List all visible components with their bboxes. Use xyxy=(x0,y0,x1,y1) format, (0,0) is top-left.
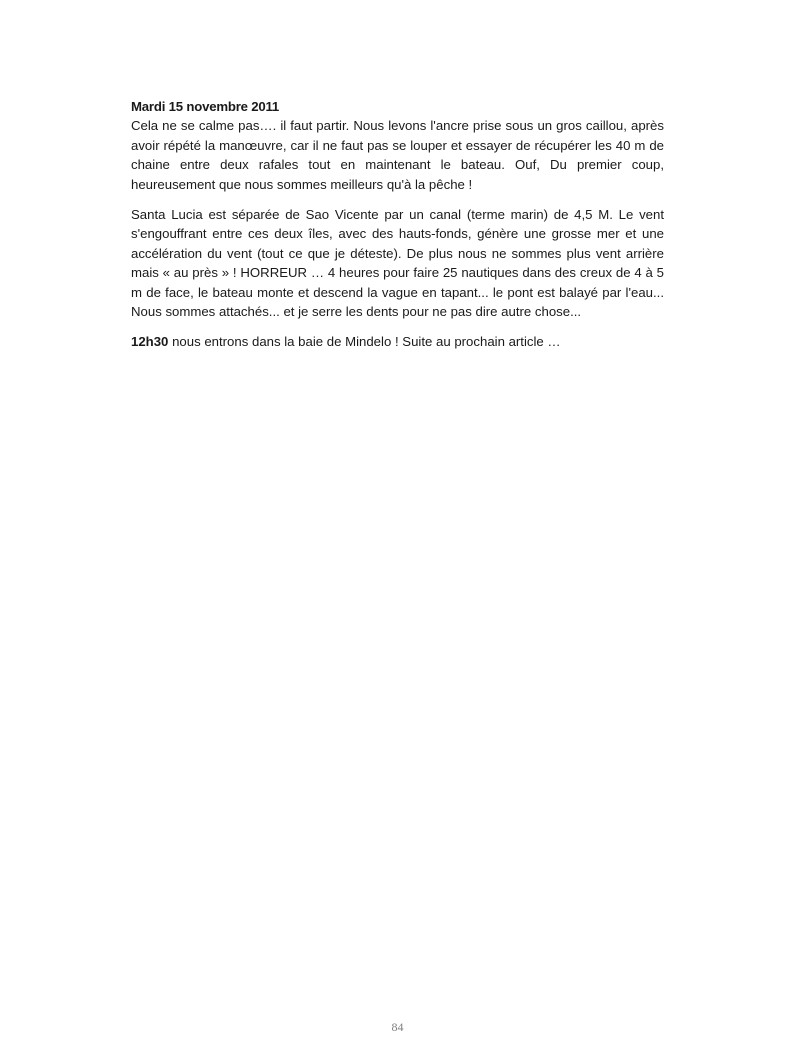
paragraph-crossing: Santa Lucia est séparée de Sao Vicente par un canal (terme marin) de 4,5 M. Le vent s'engouffrant entre ces deux îles, avec des hauts-fonds, génère une grosse mer et une accélération du vent (tout ce que je déteste). De plus nous ne sommes plus vent arrière mais « au près » ! HORREUR … 4 heures pour faire 25 nautiques dans des creux de 4 à 5 m de face, le bateau monte et descend la vague en tapant... le pont est balayé par l'eau... Nous sommes attachés... et je serre les dents pour ne pas dire autre chose... xyxy=(131,207,664,320)
paragraph-arrival xyxy=(131,332,664,351)
journal-entry xyxy=(131,97,664,363)
arrival-text: nous entrons dans la baie de Mindelo ! Suite au prochain article … xyxy=(168,334,561,350)
entry-date-heading: Mardi 15 novembre 2011 xyxy=(131,99,280,114)
arrival-time: 12h30 xyxy=(131,334,169,350)
page-number: 84 xyxy=(391,1020,404,1034)
paragraph-departure: Cela ne se calme pas…. il faut partir. Nous levons l'ancre prise sous un gros caillou, après avoir répété la manœuvre, car il ne faut pas se louper et essayer de récupérer les 40 m de chaine entre deux rafales tout en maintenant le bateau. Ouf, Du premier coup, heureusement que nous sommes meilleurs qu'à la pêche ! xyxy=(131,118,664,192)
